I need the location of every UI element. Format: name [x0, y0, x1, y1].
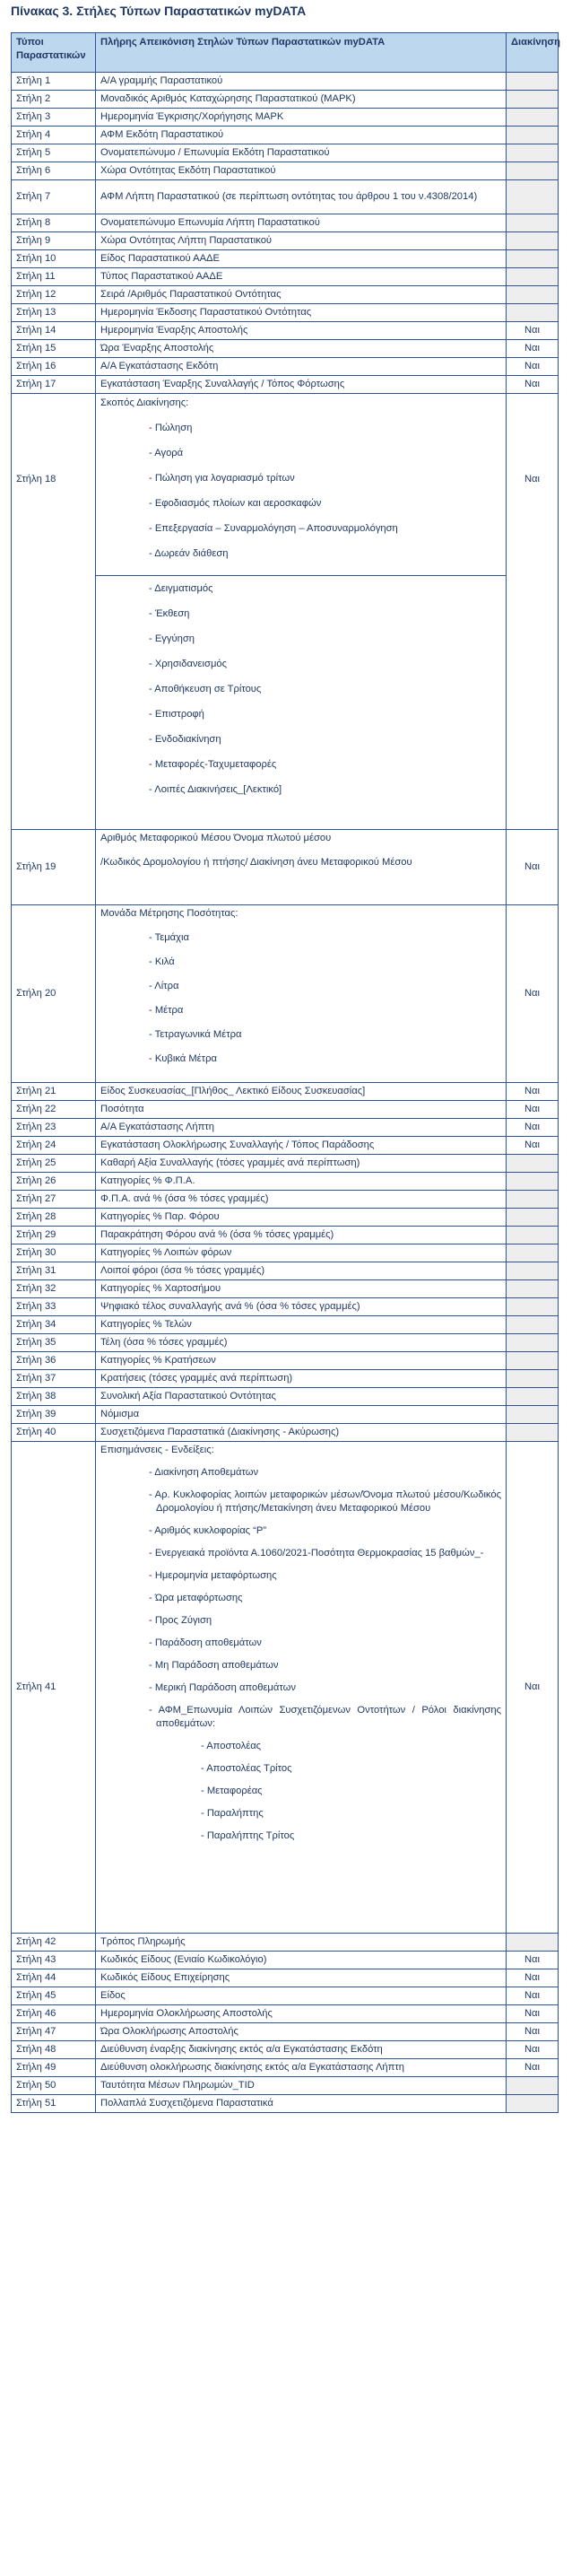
table-row: [12, 1244, 559, 1262]
movement-flag: [507, 1334, 559, 1352]
table-row: [12, 1334, 559, 1352]
column-description: Τρόπος Πληρωμής: [96, 1934, 507, 1952]
column-id: Στήλη 49: [12, 2059, 96, 2077]
column-id: Στήλη 35: [12, 1334, 96, 1352]
column-description: Κατηγορίες % Φ.Π.Α.: [96, 1173, 507, 1191]
header-movement: Διακίνηση: [507, 33, 559, 73]
movement-flag: Ναι: [507, 1969, 559, 1987]
column-description: Σειρά /Αριθμός Παραστατικού Οντότητας: [96, 286, 507, 304]
movement-flag: Ναι: [507, 1119, 559, 1137]
movement-flag: [507, 1298, 559, 1316]
table-row: [12, 1137, 559, 1155]
column-description: Φ.Π.Α. ανά % (όσα % τόσες γραμμές): [96, 1191, 507, 1209]
movement-flag: Ναι: [507, 376, 559, 394]
list-item: - Κιλά: [149, 956, 175, 967]
movement-flag: [507, 1191, 559, 1209]
column-description: Ώρα Ολοκλήρωσης Αποστολής: [96, 2023, 507, 2041]
column-id: Στήλη 10: [12, 250, 96, 268]
list-item: - Πώληση για λογαριασμό τρίτων: [149, 473, 295, 484]
table-row: [12, 109, 559, 127]
list-item: - Ημερομηνία μεταφόρτωσης: [149, 1570, 277, 1581]
column-id: Στήλη 39: [12, 1406, 96, 1424]
list-item: - Μέτρα: [149, 1005, 184, 1016]
column-description: Παρακράτηση Φόρου ανά % (όσα % τόσες γραμμές): [96, 1227, 507, 1244]
list-item: - Εφοδιασμός πλοίων και αεροσκαφών: [149, 498, 322, 509]
column-description: Κωδικός Είδους Επιχείρησης: [96, 1969, 507, 1987]
column-description: ΑΦΜ Λήπτη Παραστατικού (σε περίπτωση οντότητας του άρθρου 1 του ν.4308/2014): [96, 180, 507, 214]
movement-flag: Ναι: [507, 322, 559, 340]
movement-flag: [507, 286, 559, 304]
column-description: Λοιποί φόροι (όσα % τόσες γραμμές): [96, 1262, 507, 1280]
table-row: [12, 73, 559, 91]
table-row: [12, 180, 559, 214]
list-item: - Δωρεάν διάθεση: [149, 548, 229, 559]
column-description: Ημερομηνία Ολοκλήρωσης Αποστολής: [96, 2005, 507, 2023]
list-heading: Επισημάνσεις - Ενδείξεις:: [100, 1445, 214, 1455]
table-row: [12, 322, 559, 340]
column-id: Στήλη 32: [12, 1280, 96, 1298]
movement-flag: [507, 1370, 559, 1388]
column-description: Τύπος Παραστατικού ΑΑΔΕ: [96, 268, 507, 286]
table-row: [12, 1952, 559, 1969]
table-row: [12, 1370, 559, 1388]
movement-flag: [507, 1352, 559, 1370]
movement-flag: Ναι: [507, 905, 559, 1083]
list-item: - Διακίνηση Αποθεμάτων: [149, 1467, 259, 1478]
movement-flag: [507, 1173, 559, 1191]
table-row: [12, 1191, 559, 1209]
document-columns-table: [11, 32, 559, 2113]
list-item: - Λοιπές Διακινήσεις_[Λεκτικό]: [149, 784, 282, 795]
role-item: - Αποστολέας Τρίτος: [201, 1763, 292, 1774]
list-item: - Αγορά: [149, 448, 184, 458]
movement-flag: Ναι: [507, 1083, 559, 1101]
list-item: - Επιστροφή: [149, 709, 204, 720]
column-description: ΑΦΜ Εκδότη Παραστατικού: [96, 127, 507, 144]
role-item: - Παραλήπτης Τρίτος: [201, 1830, 295, 1841]
column-id: Στήλη 46: [12, 2005, 96, 2023]
column-id: Στήλη 19: [12, 830, 96, 905]
table-row: [12, 1388, 559, 1406]
column-description: Ημερομηνία Έγκρισης/Χορήγησης ΜΑΡΚ: [96, 109, 507, 127]
movement-flag: Ναι: [507, 1442, 559, 1934]
movement-flag: Ναι: [507, 340, 559, 358]
list-item: - Κυβικά Μέτρα: [149, 1053, 217, 1064]
column-id: Στήλη 38: [12, 1388, 96, 1406]
table-row: [12, 2095, 559, 2113]
list-item: - Παράδοση αποθεμάτων: [149, 1637, 262, 1648]
column-description: Ημερομηνία Έναρξης Αποστολής: [96, 322, 507, 340]
list-item: - Έκθεση: [149, 608, 190, 619]
movement-flag: Ναι: [507, 1987, 559, 2005]
table-row: [12, 905, 559, 1083]
column-description: Χώρα Οντότητας Λήπτη Παραστατικού: [96, 232, 507, 250]
table-row: [12, 394, 559, 830]
movement-flag: [507, 1406, 559, 1424]
table-row: [12, 268, 559, 286]
table-row: [12, 1119, 559, 1137]
table-row: [12, 1209, 559, 1227]
column-description: Κατηγορίες % Παρ. Φόρου: [96, 1209, 507, 1227]
column-id: Στήλη 41: [12, 1442, 96, 1934]
column-description: Κατηγορίες % Τελών: [96, 1316, 507, 1334]
table-row: [12, 1101, 559, 1119]
table-row: [12, 2005, 559, 2023]
table-row: [12, 162, 559, 180]
column-id: Στήλη 23: [12, 1119, 96, 1137]
table-row: [12, 1424, 559, 1442]
table-row: [12, 232, 559, 250]
table-header-row: [12, 33, 559, 73]
column-id: Στήλη 6: [12, 162, 96, 180]
column-id: Στήλη 44: [12, 1969, 96, 1987]
column-id: Στήλη 2: [12, 91, 96, 109]
movement-flag: [507, 1209, 559, 1227]
movement-flag: Ναι: [507, 1101, 559, 1119]
movement-flag: [507, 1280, 559, 1298]
table-row: [12, 250, 559, 268]
table-row: [12, 1969, 559, 1987]
movement-flag: [507, 2095, 559, 2113]
column-id: Στήλη 37: [12, 1370, 96, 1388]
column-description: Πολλαπλά Συσχετιζόμενα Παραστατικά: [96, 2095, 507, 2113]
movement-flag: [507, 1388, 559, 1406]
column-id: Στήλη 27: [12, 1191, 96, 1209]
movement-flag: [507, 1316, 559, 1334]
list-item: - Προς Ζύγιση: [149, 1615, 212, 1626]
column-description: Κρατήσεις (τόσες γραμμές ανά περίπτωση): [96, 1370, 507, 1388]
movement-flag: Ναι: [507, 1952, 559, 1969]
column-id: Στήλη 50: [12, 2077, 96, 2095]
column-id: Στήλη 7: [12, 180, 96, 214]
column-id: Στήλη 3: [12, 109, 96, 127]
movement-flag: [507, 214, 559, 232]
table-row: [12, 1934, 559, 1952]
list-item: - Χρησιδανεισμός: [149, 659, 227, 669]
movement-flag: Ναι: [507, 2023, 559, 2041]
list-item: - Ενεργειακά προϊόντα Α.1060/2021-Ποσότητα Θερμοκρασίας 15 βαθμών_-: [149, 1548, 484, 1559]
movement-flag: [507, 1424, 559, 1442]
table-row: [12, 1155, 559, 1173]
column-description: Καθαρή Αξία Συναλλαγής (τόσες γραμμές ανά περίπτωση): [96, 1155, 507, 1173]
column-description: [96, 1442, 507, 1934]
table-row: [12, 1227, 559, 1244]
column-id: Στήλη 12: [12, 286, 96, 304]
column-id: Στήλη 11: [12, 268, 96, 286]
movement-flag: Ναι: [507, 394, 559, 830]
column-id: Στήλη 22: [12, 1101, 96, 1119]
column-id: Στήλη 31: [12, 1262, 96, 1280]
column-description: Ώρα Έναρξης Αποστολής: [96, 340, 507, 358]
column-id: Στήλη 4: [12, 127, 96, 144]
table-row: [12, 1173, 559, 1191]
list-item: - Ώρα μεταφόρτωσης: [149, 1593, 243, 1603]
role-item: - Μεταφορέας: [201, 1786, 263, 1796]
column-description: Τέλη (όσα % τόσες γραμμές): [96, 1334, 507, 1352]
movement-flag: [507, 2077, 559, 2095]
column-description: Ονοματεπώνυμο Επωνυμία Λήπτη Παραστατικού: [96, 214, 507, 232]
table-row: [12, 2059, 559, 2077]
table-row: [12, 830, 559, 905]
table-body: [12, 73, 559, 2113]
column-id: Στήλη 25: [12, 1155, 96, 1173]
column-id: Στήλη 42: [12, 1934, 96, 1952]
column-description: Ποσότητα: [96, 1101, 507, 1119]
movement-flag: Ναι: [507, 830, 559, 905]
movement-flag: [507, 1262, 559, 1280]
movement-flag: [507, 109, 559, 127]
movement-flag: [507, 304, 559, 322]
description-line: /Κωδικός Δρομολογίου ή πτήσης/ Διακίνηση άνευ Μεταφορικού Μέσου: [100, 857, 412, 868]
movement-flag: [507, 1934, 559, 1952]
column-id: Στήλη 16: [12, 358, 96, 376]
list-item: - ΑΦΜ_Επωνυμία Λοιπών Συσχετιζόμενων Οντοτήτων / Ρόλοι διακίνησης αποθεμάτων:: [149, 1705, 501, 1729]
column-description: Είδος Παραστατικού ΑΑΔΕ: [96, 250, 507, 268]
column-id: Στήλη 29: [12, 1227, 96, 1244]
column-id: Στήλη 20: [12, 905, 96, 1083]
movement-flag: [507, 268, 559, 286]
list-item: - Δειγματισμός: [149, 583, 213, 594]
column-id: Στήλη 48: [12, 2041, 96, 2059]
column-description: Συνολική Αξία Παραστατικού Οντότητας: [96, 1388, 507, 1406]
movement-flag: [507, 180, 559, 214]
column-description: Α/Α Εγκατάστασης Εκδότη: [96, 358, 507, 376]
list-item: - Μη Παράδοση αποθεμάτων: [149, 1660, 279, 1671]
table-row: [12, 214, 559, 232]
column-id: Στήλη 47: [12, 2023, 96, 2041]
column-description: Είδος: [96, 1987, 507, 2005]
table-row: [12, 286, 559, 304]
column-id: Στήλη 26: [12, 1173, 96, 1191]
column-description: Συσχετιζόμενα Παραστατικά (Διακίνησης - Ακύρωσης): [96, 1424, 507, 1442]
column-id: Στήλη 36: [12, 1352, 96, 1370]
table-row: [12, 358, 559, 376]
column-id: Στήλη 13: [12, 304, 96, 322]
column-description: Ονοματεπώνυμο / Επωνυμία Εκδότη Παραστατικού: [96, 144, 507, 162]
movement-flag: [507, 144, 559, 162]
column-description: Ημερομηνία Έκδοσης Παραστατικού Οντότητας: [96, 304, 507, 322]
column-id: Στήλη 15: [12, 340, 96, 358]
table-row: [12, 1298, 559, 1316]
table-row: [12, 2041, 559, 2059]
column-description: [96, 905, 507, 1083]
movement-flag: [507, 91, 559, 109]
column-description: Μοναδικός Αριθμός Καταχώρησης Παραστατικού (ΜΑΡΚ): [96, 91, 507, 109]
list-item: - Τεμάχια: [149, 932, 189, 943]
movement-flag: [507, 162, 559, 180]
column-id: Στήλη 24: [12, 1137, 96, 1155]
table-row: [12, 376, 559, 394]
list-item: - Μερική Παράδοση αποθεμάτων: [149, 1682, 296, 1693]
table-row: [12, 1406, 559, 1424]
role-item: - Αποστολέας: [201, 1741, 262, 1751]
list-item: - Λίτρα: [149, 981, 179, 991]
column-description: [96, 394, 507, 830]
list-item: - Επεξεργασία – Συναρμολόγηση – Αποσυναρμολόγηση: [149, 523, 398, 534]
list-item: - Μεταφορές-Ταχυμεταφορές: [149, 759, 277, 770]
column-description: Κωδικός Είδους (Ενιαίο Κωδικολόγιο): [96, 1952, 507, 1969]
table-row: [12, 91, 559, 109]
column-description: Είδος Συσκευασίας_[Πλήθος_ Λεκτικό Είδους Συσκευασίας]: [96, 1083, 507, 1101]
columns-table-container: [11, 32, 558, 2113]
table-title: Πίνακας 3. Στήλες Τύπων Παραστατικών myDATA: [11, 4, 307, 18]
column-id: Στήλη 34: [12, 1316, 96, 1334]
table-row: [12, 1316, 559, 1334]
movement-flag: [507, 232, 559, 250]
column-id: Στήλη 1: [12, 73, 96, 91]
movement-flag: [507, 73, 559, 91]
column-id: Στήλη 14: [12, 322, 96, 340]
list-item: - Εγγύηση: [149, 633, 195, 644]
column-id: Στήλη 9: [12, 232, 96, 250]
movement-flag: [507, 1227, 559, 1244]
column-description: Κατηγορίες % Λοιπών φόρων: [96, 1244, 507, 1262]
list-item: - Αποθήκευση σε Τρίτους: [149, 684, 262, 694]
column-description: [96, 830, 507, 905]
movement-flag: [507, 1155, 559, 1173]
movement-flag: [507, 127, 559, 144]
list-item: - Αρ. Κυκλοφορίας λοιπών μεταφορικών μέσων/Όνομα πλωτού μέσου/Κωδικός Δρομολογίου ή πτήσης/Μετακίνηση άνευ Μεταφορικού Μέσου: [149, 1489, 501, 1514]
list-item: - Πώληση: [149, 423, 193, 433]
column-id: Στήλη 51: [12, 2095, 96, 2113]
movement-flag: Ναι: [507, 2041, 559, 2059]
column-id: Στήλη 33: [12, 1298, 96, 1316]
column-description: Α/Α γραμμής Παραστατικού: [96, 73, 507, 91]
column-description: Κατηγορίες % Χαρτοσήμου: [96, 1280, 507, 1298]
column-id: Στήλη 28: [12, 1209, 96, 1227]
column-id: Στήλη 40: [12, 1424, 96, 1442]
movement-flag: [507, 1244, 559, 1262]
column-description: Κατηγορίες % Κρατήσεων: [96, 1352, 507, 1370]
table-row: [12, 1262, 559, 1280]
table-row: [12, 340, 559, 358]
column-description: Χώρα Οντότητας Εκδότη Παραστατικού: [96, 162, 507, 180]
column-id: Στήλη 43: [12, 1952, 96, 1969]
movement-flag: Ναι: [507, 358, 559, 376]
table-row: [12, 1280, 559, 1298]
list-item: - Ενδοδιακίνηση: [149, 734, 221, 745]
table-row: [12, 1442, 559, 1934]
table-row: [12, 304, 559, 322]
table-row: [12, 144, 559, 162]
list-heading: Μονάδα Μέτρησης Ποσότητας:: [100, 908, 238, 919]
header-full-display: Πλήρης Απεικόνιση Στηλών Τύπων Παραστατικών myDATA: [96, 33, 507, 73]
column-description: Ταυτότητα Μέσων Πληρωμών_TID: [96, 2077, 507, 2095]
movement-flag: Ναι: [507, 2059, 559, 2077]
column-description: Νόμισμα: [96, 1406, 507, 1424]
movement-flag: Ναι: [507, 1137, 559, 1155]
column-id: Στήλη 21: [12, 1083, 96, 1101]
column-description: Α/Α Εγκατάστασης Λήπτη: [96, 1119, 507, 1137]
table-row: [12, 2023, 559, 2041]
header-document-types: Τύποι Παραστατικών: [12, 33, 96, 73]
movement-flag: Ναι: [507, 2005, 559, 2023]
column-description: Εγκατάσταση Ολοκλήρωσης Συναλλαγής / Τόπος Παράδοσης: [96, 1137, 507, 1155]
column-description: Διεύθυνση ολοκλήρωσης διακίνησης εκτός α/α Εγκατάστασης Λήπτη: [96, 2059, 507, 2077]
list-item: - Τετραγωνικά Μέτρα: [149, 1029, 242, 1040]
list-item: - Αριθμός κυκλοφορίας “Ρ”: [149, 1525, 267, 1536]
movement-flag: [507, 250, 559, 268]
table-row: [12, 1083, 559, 1101]
column-description: Ψηφιακό τέλος συναλλαγής ανά % (όσα % τόσες γραμμές): [96, 1298, 507, 1316]
column-id: Στήλη 5: [12, 144, 96, 162]
role-item: - Παραλήπτης: [201, 1808, 264, 1819]
column-id: Στήλη 45: [12, 1987, 96, 2005]
column-id: Στήλη 30: [12, 1244, 96, 1262]
table-row: [12, 1987, 559, 2005]
table-row: [12, 127, 559, 144]
column-id: Στήλη 17: [12, 376, 96, 394]
column-id: Στήλη 18: [12, 394, 96, 830]
column-id: Στήλη 8: [12, 214, 96, 232]
column-description: Εγκατάσταση Έναρξης Συναλλαγής / Τόπος Φόρτωσης: [96, 376, 507, 394]
table-row: [12, 2077, 559, 2095]
description-line: Αριθμός Μεταφορικού Μέσου Όνομα πλωτού μέσου: [100, 833, 332, 843]
list-heading: Σκοπός Διακίνησης:: [100, 397, 189, 408]
column-description: Διεύθυνση έναρξης διακίνησης εκτός α/α Εγκατάστασης Εκδότη: [96, 2041, 507, 2059]
table-row: [12, 1352, 559, 1370]
